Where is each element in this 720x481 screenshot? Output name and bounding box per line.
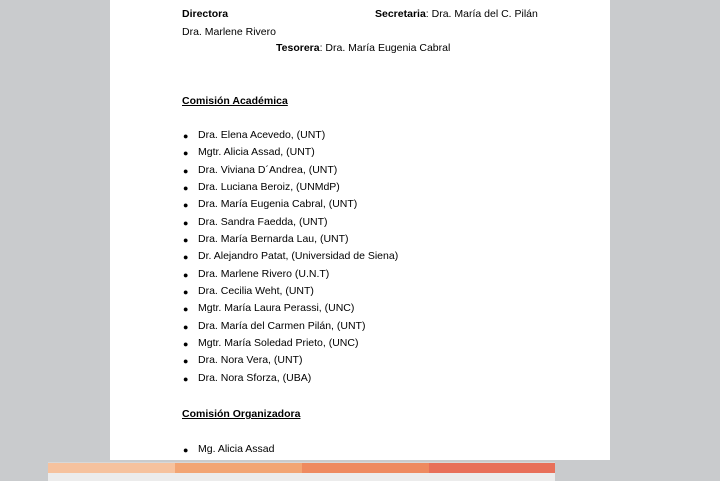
bullet-icon: ●	[183, 445, 189, 455]
bullet-icon: ●	[183, 373, 189, 384]
tesorera-title: Tesorera	[276, 42, 320, 54]
secretaria-name: : Dra. María del C. Pilán	[425, 8, 538, 20]
bullet-icon: ●	[183, 183, 189, 194]
bullet-icon: ●	[183, 339, 189, 350]
list-item: ● Mg. Alicia Assad	[183, 443, 275, 455]
bullet-icon: ●	[183, 131, 189, 141]
bullet-icon: ●	[183, 165, 189, 176]
comision-organizadora-heading: Comisión Organizadora	[182, 408, 301, 420]
stripe-2	[175, 463, 302, 473]
comision-academica-heading: Comisión Académica	[182, 95, 288, 107]
document-page: Directora Secretaria: Dra. María del C. Pilán Dra. Marlene Rivero Tesorera: Dra. María Eugenia Cabral Comisión Académica ● Dra. Elena Acevedo, (UNT) ● Mgtr. Alicia Assad, (UNT) ● Dra. Viviana D´Andrea, (UNT) ● Dra. Luciana Beroiz, (UNMdP) ● Dra. María Eugenia Cabral, (UNT) ● Dra. Sandra Faedda, (UNT) ● Dra. María Bernarda Lau, (UNT) ● Dr. Alejandro Patat, (Universidad de Siena) ● Dra. Marlene Rivero (U.N.T) ● Dra. Cecilia Weht, (UNT) ● Mgtr. María Laura Perassi, (UNC) ● Dra. María del Carmen Pilán, (UNT) ● Mgtr. María Soledad Prieto, (UNC) ● Dra. Nora Vera, (UNT) ● Dra. Nora Sforza, (UBA) Comisión Organizadora ● Mg. Alicia Assad	[110, 0, 610, 460]
stripe-4	[429, 463, 555, 473]
tesorera-name: : Dra. María Eugenia Cabral	[319, 42, 451, 54]
directora-title: Directora	[182, 8, 229, 20]
bullet-icon: ●	[183, 321, 189, 332]
bullet-icon: ●	[183, 287, 189, 298]
secretaria-title: Secretaria	[375, 8, 426, 20]
bullet-icon: ●	[183, 252, 189, 263]
bullet-icon: ●	[183, 304, 189, 315]
directora-name: Dra. Marlene Rivero	[182, 26, 276, 38]
tesorera-line	[276, 42, 450, 55]
stripe-3	[302, 463, 429, 473]
secretaria-line	[375, 8, 538, 21]
bottom-bar	[48, 462, 555, 481]
stripe-1	[48, 463, 175, 473]
bullet-icon: ●	[183, 269, 189, 280]
bullet-icon: ●	[183, 217, 189, 228]
bullet-icon: ●	[183, 148, 189, 159]
bullet-icon: ●	[183, 356, 189, 367]
bullet-icon: ●	[183, 235, 189, 246]
bullet-icon: ●	[183, 200, 189, 211]
